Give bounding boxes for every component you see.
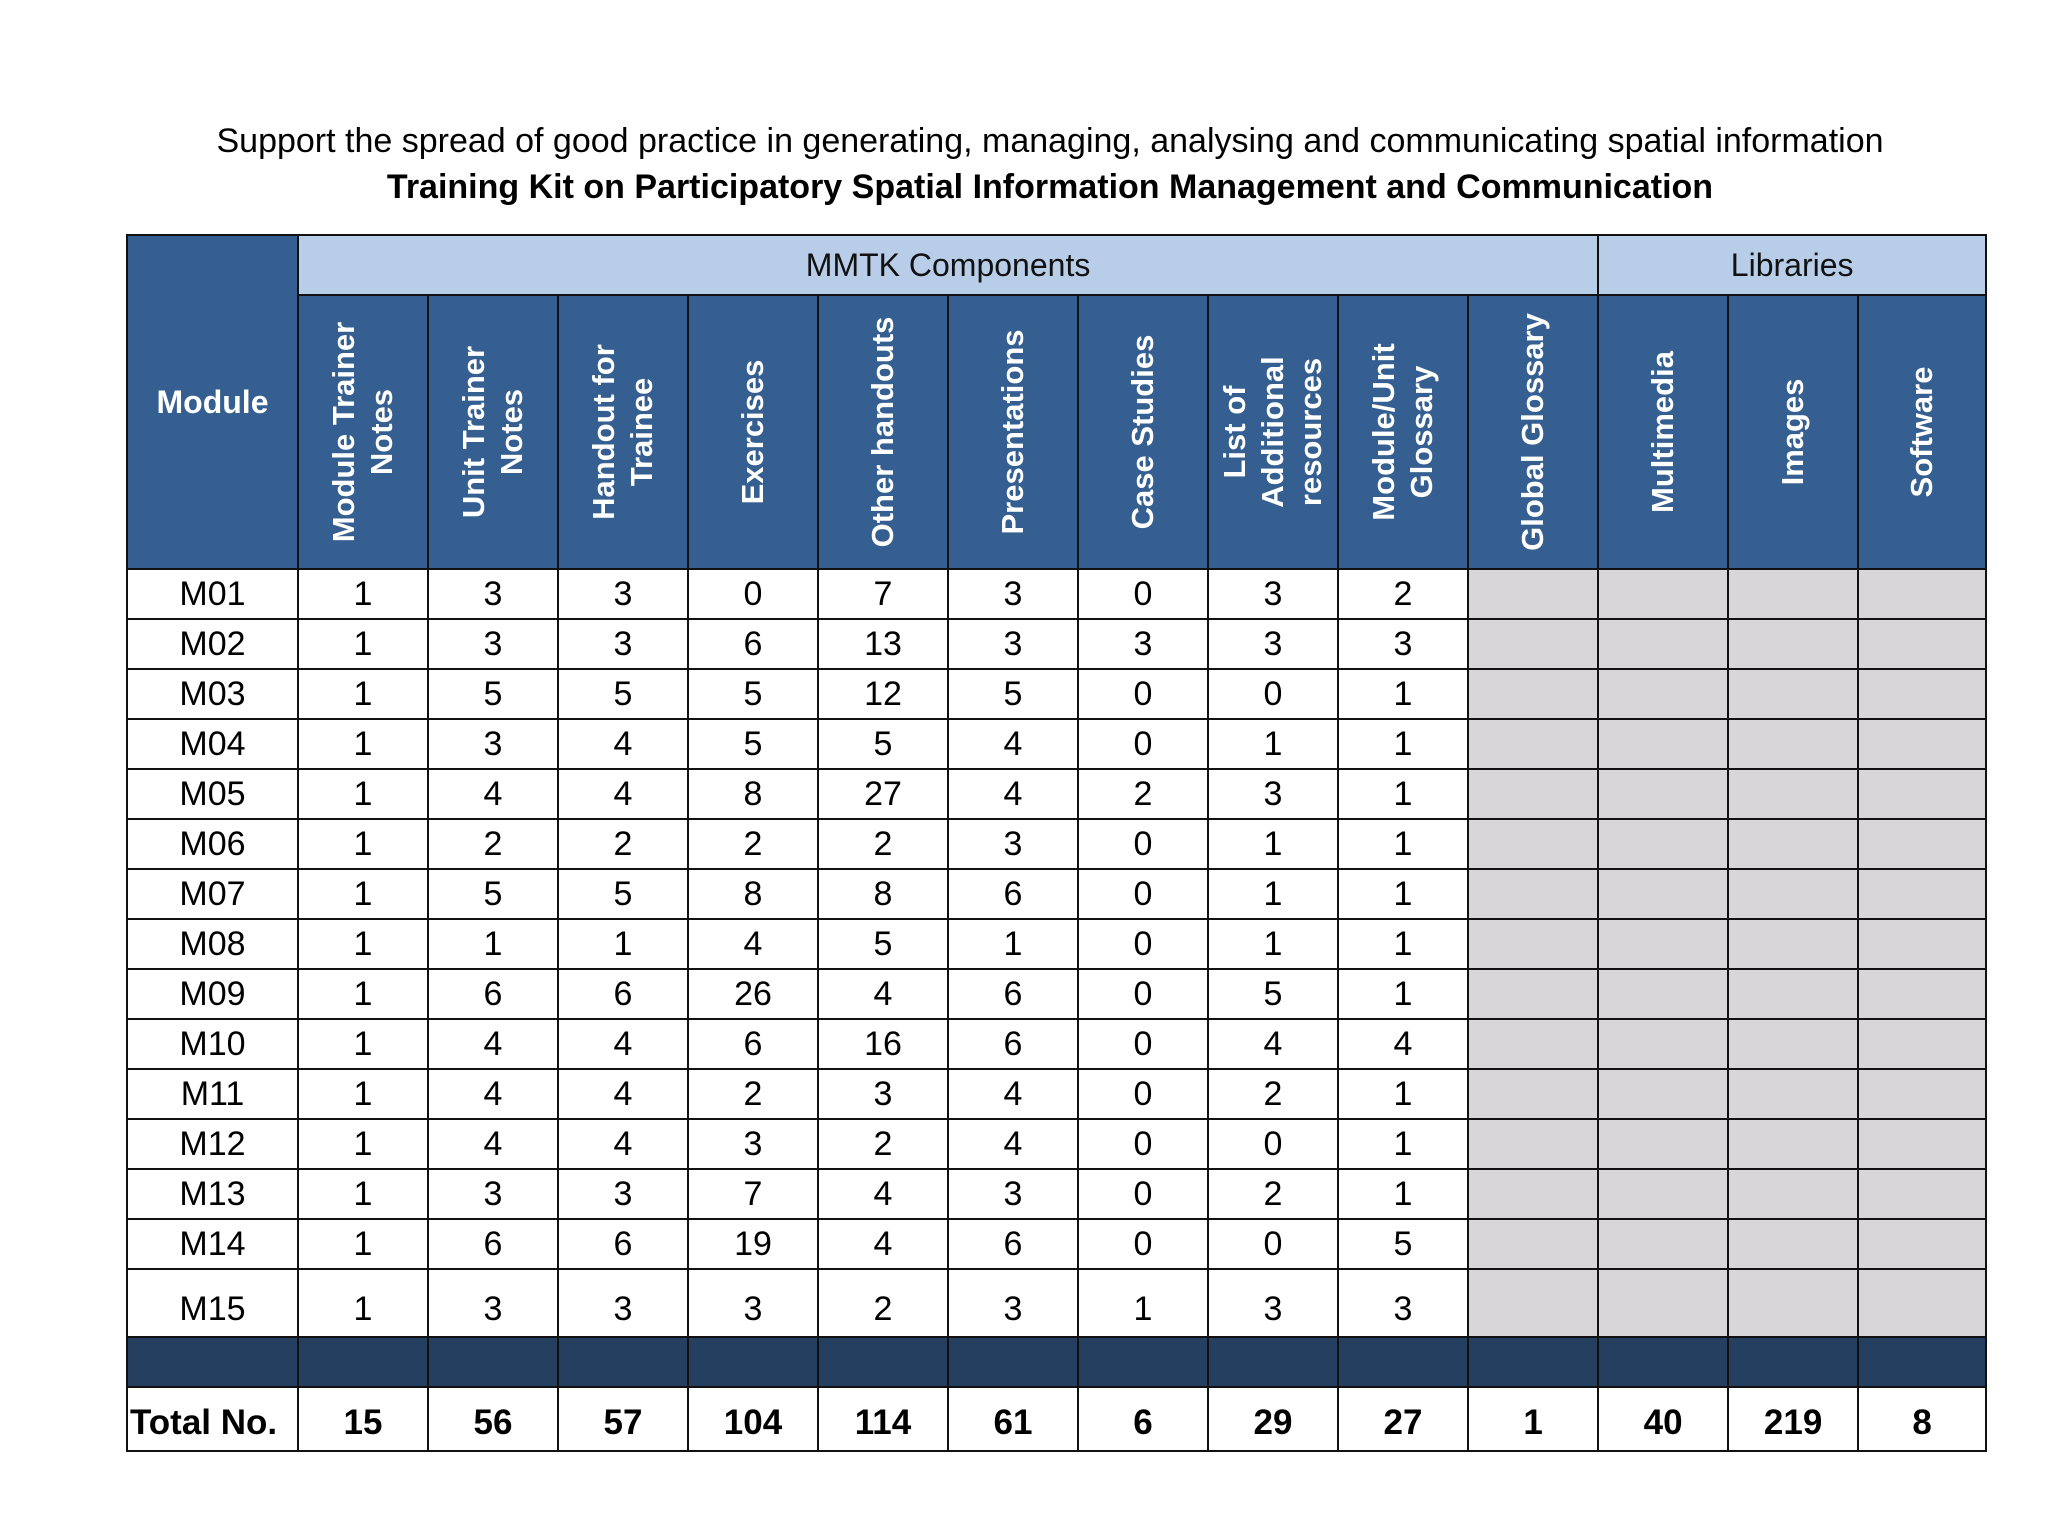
value-cell: 2 <box>1338 569 1468 619</box>
value-cell: 4 <box>428 1069 558 1119</box>
value-cell: 5 <box>818 919 948 969</box>
value-cell: 6 <box>428 969 558 1019</box>
value-cell: 5 <box>558 669 688 719</box>
value-cell: 3 <box>688 1269 818 1337</box>
value-cell: 4 <box>688 919 818 969</box>
total-cell: 27 <box>1338 1387 1468 1451</box>
column-header-label: Software <box>1904 366 1940 498</box>
column-header-row <box>127 295 1986 569</box>
value-cell: 16 <box>818 1019 948 1069</box>
empty-grey-cell <box>1858 569 1986 619</box>
column-header-label: Exercises <box>735 359 770 505</box>
column-header <box>1208 295 1338 569</box>
value-cell: 1 <box>1338 869 1468 919</box>
module-cell: M14 <box>127 1219 298 1269</box>
value-cell: 1 <box>1338 669 1468 719</box>
value-cell: 19 <box>688 1219 818 1269</box>
module-cell: M10 <box>127 1019 298 1069</box>
empty-grey-cell <box>1468 569 1598 619</box>
value-cell: 3 <box>1208 769 1338 819</box>
separator-cell <box>127 1337 298 1387</box>
value-cell: 4 <box>428 1019 558 1069</box>
empty-grey-cell <box>1728 769 1858 819</box>
empty-grey-cell <box>1858 1119 1986 1169</box>
value-cell: 5 <box>428 669 558 719</box>
column-header-label: Images <box>1775 378 1811 486</box>
value-cell: 1 <box>298 1269 428 1337</box>
value-cell: 27 <box>818 769 948 819</box>
value-cell: 1 <box>298 769 428 819</box>
separator-cell <box>948 1337 1078 1387</box>
separator-cell <box>1338 1337 1468 1387</box>
empty-grey-cell <box>1728 719 1858 769</box>
column-header-label: Other handouts <box>865 316 900 548</box>
table-row <box>127 619 1986 669</box>
value-cell: 4 <box>818 1169 948 1219</box>
empty-grey-cell <box>1468 969 1598 1019</box>
value-cell: 6 <box>688 1019 818 1069</box>
value-cell: 2 <box>558 819 688 869</box>
empty-grey-cell <box>1858 769 1986 819</box>
empty-grey-cell <box>1858 919 1986 969</box>
value-cell: 3 <box>948 819 1078 869</box>
value-cell: 6 <box>948 869 1078 919</box>
page-header <box>0 118 2048 210</box>
empty-grey-cell <box>1468 769 1598 819</box>
value-cell: 6 <box>948 1019 1078 1069</box>
value-cell: 0 <box>1078 1219 1208 1269</box>
value-cell: 0 <box>1078 969 1208 1019</box>
separator-cell <box>1208 1337 1338 1387</box>
total-cell: 104 <box>688 1387 818 1451</box>
module-cell: M12 <box>127 1119 298 1169</box>
separator-cell <box>818 1337 948 1387</box>
value-cell: 1 <box>298 1169 428 1219</box>
empty-grey-cell <box>1598 1169 1728 1219</box>
value-cell: 0 <box>1208 1219 1338 1269</box>
value-cell: 3 <box>948 1269 1078 1337</box>
separator-cell <box>1468 1337 1598 1387</box>
empty-grey-cell <box>1468 669 1598 719</box>
value-cell: 0 <box>1078 719 1208 769</box>
table-body <box>127 569 1986 1451</box>
column-header <box>558 295 688 569</box>
empty-grey-cell <box>1598 719 1728 769</box>
value-cell: 7 <box>688 1169 818 1219</box>
value-cell: 3 <box>948 1169 1078 1219</box>
value-cell: 1 <box>298 1019 428 1069</box>
module-cell: M07 <box>127 869 298 919</box>
empty-grey-cell <box>1858 619 1986 669</box>
value-cell: 0 <box>1078 1119 1208 1169</box>
separator-cell <box>1728 1337 1858 1387</box>
value-cell: 4 <box>558 769 688 819</box>
value-cell: 3 <box>818 1069 948 1119</box>
value-cell: 2 <box>428 819 558 869</box>
empty-grey-cell <box>1598 1269 1728 1337</box>
value-cell: 2 <box>1208 1169 1338 1219</box>
total-cell: 6 <box>1078 1387 1208 1451</box>
module-cell: M11 <box>127 1069 298 1119</box>
total-cell: 219 <box>1728 1387 1858 1451</box>
value-cell: 1 <box>1208 869 1338 919</box>
value-cell: 6 <box>558 1219 688 1269</box>
table-row <box>127 1119 1986 1169</box>
value-cell: 8 <box>688 769 818 819</box>
column-header-label: Module/Unit Glossary <box>1366 343 1439 521</box>
empty-grey-cell <box>1858 819 1986 869</box>
table-row <box>127 1069 1986 1119</box>
total-cell: 1 <box>1468 1387 1598 1451</box>
module-cell: M04 <box>127 719 298 769</box>
column-header <box>428 295 558 569</box>
empty-grey-cell <box>1468 919 1598 969</box>
value-cell: 6 <box>558 969 688 1019</box>
column-header <box>1858 295 1986 569</box>
value-cell: 5 <box>948 669 1078 719</box>
value-cell: 2 <box>1078 769 1208 819</box>
value-cell: 6 <box>688 619 818 669</box>
value-cell: 0 <box>688 569 818 619</box>
empty-grey-cell <box>1468 1069 1598 1119</box>
mmtk-components-group-header: MMTK Components <box>298 235 1598 295</box>
value-cell: 1 <box>298 569 428 619</box>
value-cell: 5 <box>428 869 558 919</box>
empty-grey-cell <box>1598 1019 1728 1069</box>
column-header-label: Global Glossary <box>1515 313 1551 551</box>
column-header <box>1468 295 1598 569</box>
column-header-label: Unit Trainer Notes <box>456 345 529 519</box>
column-header <box>298 295 428 569</box>
value-cell: 6 <box>428 1219 558 1269</box>
table-row <box>127 919 1986 969</box>
empty-grey-cell <box>1598 1119 1728 1169</box>
value-cell: 3 <box>428 569 558 619</box>
separator-cell <box>558 1337 688 1387</box>
column-header-label: Multimedia <box>1645 351 1681 513</box>
empty-grey-cell <box>1598 869 1728 919</box>
value-cell: 3 <box>948 569 1078 619</box>
separator-cell <box>1858 1337 1986 1387</box>
empty-grey-cell <box>1728 969 1858 1019</box>
value-cell: 13 <box>818 619 948 669</box>
value-cell: 4 <box>428 1119 558 1169</box>
empty-grey-cell <box>1728 1219 1858 1269</box>
value-cell: 1 <box>298 1069 428 1119</box>
separator-row <box>127 1337 1986 1387</box>
value-cell: 1 <box>298 919 428 969</box>
value-cell: 3 <box>428 719 558 769</box>
column-header <box>1338 295 1468 569</box>
empty-grey-cell <box>1468 1269 1598 1337</box>
column-header-label: Presentations <box>995 329 1030 535</box>
value-cell: 4 <box>818 969 948 1019</box>
value-cell: 0 <box>1208 669 1338 719</box>
column-header <box>948 295 1078 569</box>
value-cell: 4 <box>558 1119 688 1169</box>
value-cell: 2 <box>688 1069 818 1119</box>
empty-grey-cell <box>1598 669 1728 719</box>
total-cell: 56 <box>428 1387 558 1451</box>
value-cell: 0 <box>1078 1169 1208 1219</box>
table-row <box>127 1269 1986 1337</box>
value-cell: 26 <box>688 969 818 1019</box>
value-cell: 1 <box>1338 1169 1468 1219</box>
empty-grey-cell <box>1468 1169 1598 1219</box>
value-cell: 1 <box>298 669 428 719</box>
value-cell: 0 <box>1078 819 1208 869</box>
empty-grey-cell <box>1858 719 1986 769</box>
module-cell: M06 <box>127 819 298 869</box>
page-subtitle: Support the spread of good practice in generating, managing, analysing and communicating spatial information <box>216 122 1884 160</box>
value-cell: 3 <box>428 1269 558 1337</box>
value-cell: 4 <box>1208 1019 1338 1069</box>
value-cell: 6 <box>948 969 1078 1019</box>
value-cell: 0 <box>1078 1069 1208 1119</box>
empty-grey-cell <box>1598 969 1728 1019</box>
value-cell: 4 <box>558 719 688 769</box>
module-cell: M13 <box>127 1169 298 1219</box>
empty-grey-cell <box>1468 719 1598 769</box>
column-header <box>1598 295 1728 569</box>
table-row <box>127 569 1986 619</box>
value-cell: 5 <box>1338 1219 1468 1269</box>
value-cell: 2 <box>688 819 818 869</box>
value-cell: 3 <box>1078 619 1208 669</box>
libraries-group-header: Libraries <box>1598 235 1986 295</box>
totals-row <box>127 1387 1986 1451</box>
value-cell: 5 <box>818 719 948 769</box>
empty-grey-cell <box>1598 1219 1728 1269</box>
empty-grey-cell <box>1468 1219 1598 1269</box>
column-header-label: Module Trainer Notes <box>326 321 399 543</box>
empty-grey-cell <box>1728 1119 1858 1169</box>
table-row <box>127 819 1986 869</box>
empty-grey-cell <box>1728 869 1858 919</box>
page-title: Training Kit on Participatory Spatial Information Management and Communication <box>386 168 1714 206</box>
empty-grey-cell <box>1858 1069 1986 1119</box>
value-cell: 1 <box>1338 819 1468 869</box>
value-cell: 1 <box>1338 969 1468 1019</box>
value-cell: 1 <box>298 1219 428 1269</box>
module-cell: M08 <box>127 919 298 969</box>
value-cell: 4 <box>558 1019 688 1069</box>
total-cell: 29 <box>1208 1387 1338 1451</box>
empty-grey-cell <box>1468 1019 1598 1069</box>
value-cell: 7 <box>818 569 948 619</box>
module-column-header: Module <box>127 235 298 569</box>
empty-grey-cell <box>1598 569 1728 619</box>
value-cell: 3 <box>428 619 558 669</box>
table-row <box>127 1019 1986 1069</box>
empty-grey-cell <box>1728 1019 1858 1069</box>
value-cell: 3 <box>558 619 688 669</box>
column-header-label: Case Studies <box>1125 334 1160 530</box>
separator-cell <box>1078 1337 1208 1387</box>
components-table <box>126 234 1987 1452</box>
empty-grey-cell <box>1598 1069 1728 1119</box>
empty-grey-cell <box>1598 769 1728 819</box>
value-cell: 2 <box>818 1269 948 1337</box>
total-cell: 40 <box>1598 1387 1728 1451</box>
empty-grey-cell <box>1728 669 1858 719</box>
table-row <box>127 869 1986 919</box>
module-cell: M15 <box>127 1269 298 1337</box>
empty-grey-cell <box>1858 1269 1986 1337</box>
total-label: Total No. <box>127 1387 298 1451</box>
empty-grey-cell <box>1728 919 1858 969</box>
table-row <box>127 1169 1986 1219</box>
value-cell: 5 <box>558 869 688 919</box>
value-cell: 1 <box>1338 719 1468 769</box>
value-cell: 0 <box>1078 569 1208 619</box>
value-cell: 12 <box>818 669 948 719</box>
value-cell: 1 <box>298 719 428 769</box>
value-cell: 5 <box>688 719 818 769</box>
value-cell: 0 <box>1078 1019 1208 1069</box>
value-cell: 1 <box>1338 919 1468 969</box>
value-cell: 4 <box>558 1069 688 1119</box>
empty-grey-cell <box>1728 1169 1858 1219</box>
value-cell: 3 <box>1208 569 1338 619</box>
column-header <box>1728 295 1858 569</box>
value-cell: 2 <box>818 1119 948 1169</box>
value-cell: 3 <box>428 1169 558 1219</box>
value-cell: 4 <box>428 769 558 819</box>
value-cell: 2 <box>1208 1069 1338 1119</box>
separator-cell <box>1598 1337 1728 1387</box>
module-cell: M05 <box>127 769 298 819</box>
value-cell: 1 <box>558 919 688 969</box>
total-cell: 8 <box>1858 1387 1986 1451</box>
value-cell: 6 <box>948 1219 1078 1269</box>
empty-grey-cell <box>1858 1019 1986 1069</box>
column-header-label: List of Additional resources <box>1217 356 1328 508</box>
total-cell: 114 <box>818 1387 948 1451</box>
value-cell: 1 <box>1338 1069 1468 1119</box>
total-cell: 57 <box>558 1387 688 1451</box>
value-cell: 1 <box>1078 1269 1208 1337</box>
total-cell: 15 <box>298 1387 428 1451</box>
empty-grey-cell <box>1858 869 1986 919</box>
value-cell: 1 <box>1338 1119 1468 1169</box>
value-cell: 1 <box>1208 719 1338 769</box>
value-cell: 4 <box>948 719 1078 769</box>
table-row <box>127 969 1986 1019</box>
empty-grey-cell <box>1728 1269 1858 1337</box>
value-cell: 4 <box>818 1219 948 1269</box>
empty-grey-cell <box>1468 869 1598 919</box>
value-cell: 3 <box>1208 1269 1338 1337</box>
empty-grey-cell <box>1598 619 1728 669</box>
value-cell: 1 <box>1208 819 1338 869</box>
value-cell: 4 <box>1338 1019 1468 1069</box>
value-cell: 8 <box>688 869 818 919</box>
empty-grey-cell <box>1728 819 1858 869</box>
value-cell: 1 <box>298 1119 428 1169</box>
total-cell: 61 <box>948 1387 1078 1451</box>
separator-cell <box>428 1337 558 1387</box>
value-cell: 3 <box>558 1169 688 1219</box>
value-cell: 5 <box>688 669 818 719</box>
separator-cell <box>688 1337 818 1387</box>
module-cell: M03 <box>127 669 298 719</box>
empty-grey-cell <box>1728 619 1858 669</box>
value-cell: 1 <box>1208 919 1338 969</box>
value-cell: 1 <box>298 619 428 669</box>
module-cell: M01 <box>127 569 298 619</box>
empty-grey-cell <box>1598 919 1728 969</box>
value-cell: 0 <box>1078 919 1208 969</box>
value-cell: 3 <box>558 569 688 619</box>
value-cell: 3 <box>1208 619 1338 669</box>
value-cell: 3 <box>688 1119 818 1169</box>
value-cell: 3 <box>558 1269 688 1337</box>
column-header <box>818 295 948 569</box>
empty-grey-cell <box>1728 569 1858 619</box>
table-row <box>127 1219 1986 1269</box>
column-header <box>688 295 818 569</box>
table-row <box>127 769 1986 819</box>
value-cell: 4 <box>948 1119 1078 1169</box>
column-header <box>1078 295 1208 569</box>
value-cell: 3 <box>1338 619 1468 669</box>
empty-grey-cell <box>1468 619 1598 669</box>
separator-cell <box>298 1337 428 1387</box>
value-cell: 3 <box>1338 1269 1468 1337</box>
value-cell: 4 <box>948 769 1078 819</box>
empty-grey-cell <box>1468 819 1598 869</box>
column-header-label: Handout for Trainee <box>586 344 659 520</box>
value-cell: 4 <box>948 1069 1078 1119</box>
table-row <box>127 719 1986 769</box>
value-cell: 5 <box>1208 969 1338 1019</box>
value-cell: 1 <box>298 819 428 869</box>
empty-grey-cell <box>1728 1069 1858 1119</box>
empty-grey-cell <box>1468 1119 1598 1169</box>
value-cell: 0 <box>1078 669 1208 719</box>
empty-grey-cell <box>1858 669 1986 719</box>
empty-grey-cell <box>1858 1219 1986 1269</box>
empty-grey-cell <box>1598 819 1728 869</box>
value-cell: 1 <box>298 969 428 1019</box>
value-cell: 0 <box>1208 1119 1338 1169</box>
empty-grey-cell <box>1858 969 1986 1019</box>
module-cell: M02 <box>127 619 298 669</box>
value-cell: 1 <box>428 919 558 969</box>
table-row <box>127 669 1986 719</box>
empty-grey-cell <box>1858 1169 1986 1219</box>
value-cell: 1 <box>1338 769 1468 819</box>
value-cell: 8 <box>818 869 948 919</box>
value-cell: 0 <box>1078 869 1208 919</box>
value-cell: 3 <box>948 619 1078 669</box>
value-cell: 1 <box>948 919 1078 969</box>
value-cell: 2 <box>818 819 948 869</box>
value-cell: 1 <box>298 869 428 919</box>
module-cell: M09 <box>127 969 298 1019</box>
